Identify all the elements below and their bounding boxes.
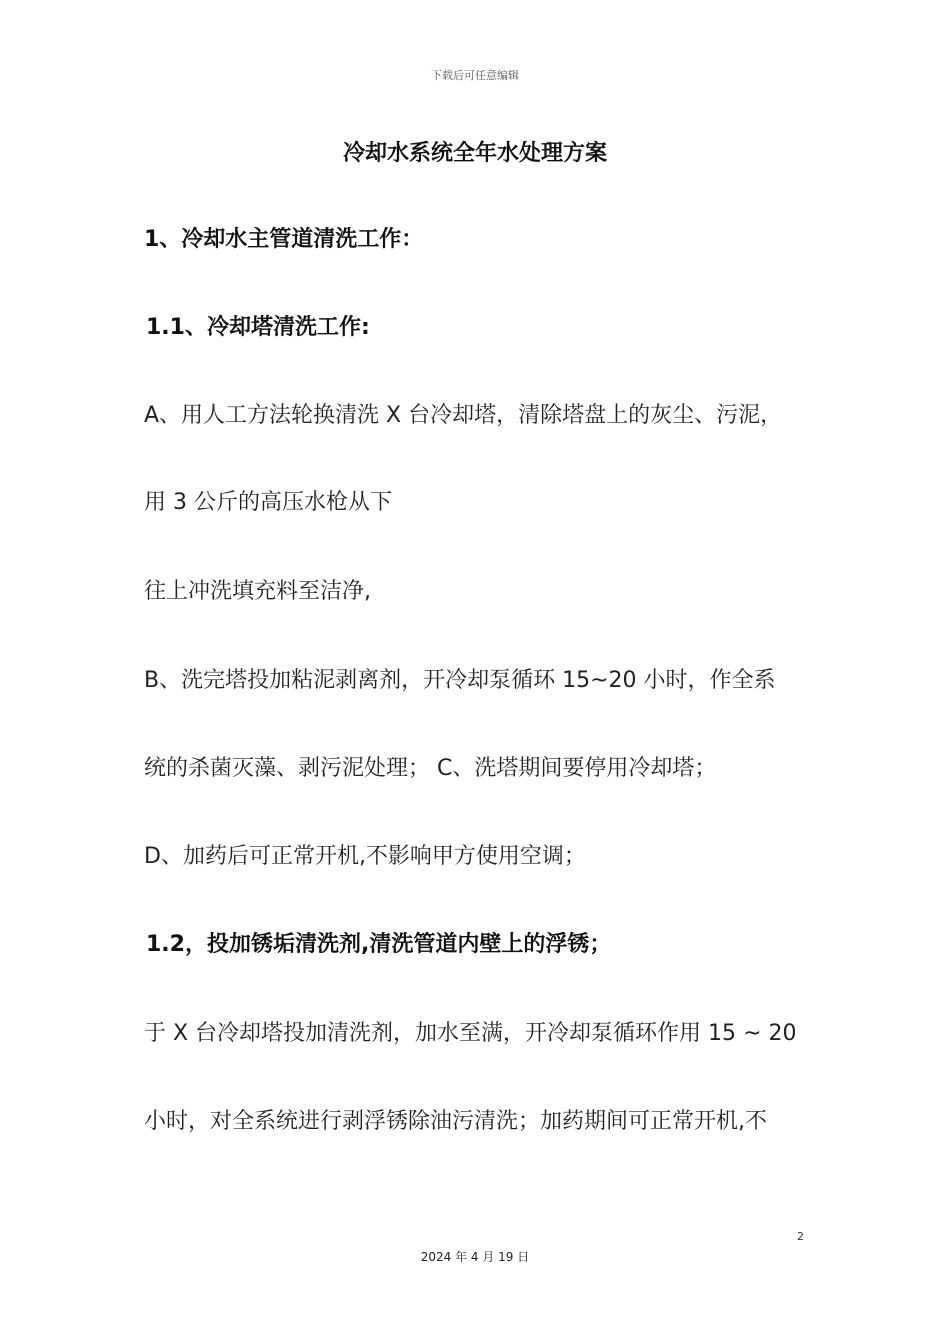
section-heading-1: 1、冷却水主管道清洗工作： bbox=[144, 227, 424, 252]
page-header-note: 下载后可任意编辑 bbox=[431, 69, 519, 82]
paragraph-line: B、洗完塔投加粘泥剥离剂，开冷却泵循环 15~20 小时，作全系 bbox=[144, 668, 776, 693]
paragraph-line: A、用人工方法轮换清洗 X 台冷却塔，清除塔盘上的灰尘、污泥， bbox=[144, 403, 783, 428]
subsection-heading-1-1: 1.1、冷却塔清洗工作: bbox=[146, 315, 370, 340]
document-title: 冷却水系统全年水处理方案 bbox=[342, 141, 607, 166]
paragraph-line: 于 X 台冷却塔投加清洗剂，加水至满，开冷却泵循环作用 15 ~ 20 bbox=[144, 1021, 797, 1046]
paragraph-line: 往上冲洗填充料至洁净, bbox=[144, 579, 371, 604]
paragraph-line: 用 3 公斤的高压水枪从下 bbox=[144, 490, 392, 515]
paragraph-line: D、加药后可正常开机,不影响甲方使用空调； bbox=[144, 844, 586, 869]
page-number: 2 bbox=[797, 1230, 804, 1243]
page-date: 2024 年 4 月 19 日 bbox=[420, 1250, 530, 1264]
paragraph-line: 小时，对全系统进行剥浮锈除油污清洗；加药期间可正常开机,不 bbox=[144, 1109, 767, 1134]
subsection-heading-1-2: 1.2，投加锈垢清洗剂,清洗管道内壁上的浮锈； bbox=[146, 932, 612, 957]
paragraph-line: 统的杀菌灭藻、剥污泥处理； C、洗塔期间要停用冷却塔； bbox=[144, 756, 717, 781]
